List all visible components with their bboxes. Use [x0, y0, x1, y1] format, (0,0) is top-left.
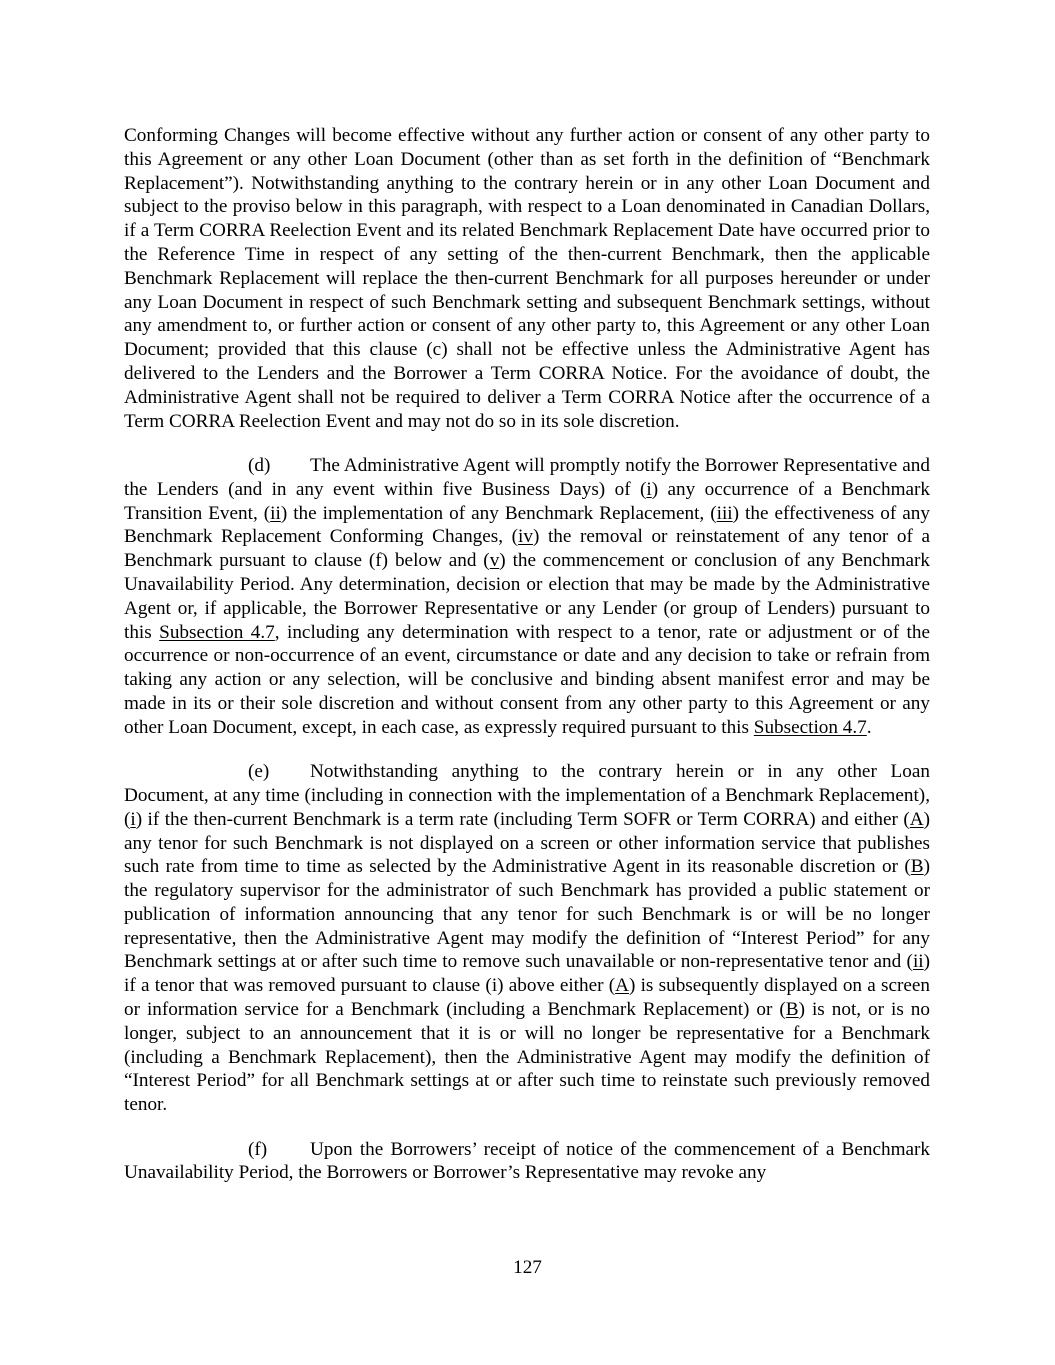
text-segment: Notwithstanding anything to the contrary herein or in any other Loan Document, at any time (including in connection with the implementation of a Benchmark Replacement), (: [124, 761, 930, 830]
text-segment: Upon the Borrowers’ receipt of notice of the commencement of a Benchmark Unavailability Period, the Borrowers or Borrower’s Representative may revoke any: [124, 1138, 930, 1184]
roman-marker: i: [646, 478, 652, 500]
paragraph-e: [124, 760, 930, 1117]
text-segment: ) the implementation of any Benchmark Replacement, (: [280, 502, 717, 524]
text-segment: ) the removal or reinstatement of any tenor of a Benchmark pursuant to clause (f) below and (: [124, 526, 930, 572]
text-segment: ) the commencement or conclusion of any Benchmark Unavailability Period. Any determination, decision or election that may be made by the Administrative Agent or, if applicable, the Borrower Representative or any Lender (or group of Lenders) pursuant to this: [124, 550, 930, 643]
clause-label-d: (d): [248, 454, 271, 476]
letter-marker: A: [615, 975, 629, 997]
roman-marker: iii: [716, 502, 733, 524]
letter-marker: B: [785, 999, 799, 1021]
letter-marker: A: [909, 808, 924, 830]
text-segment: ) if the then-current Benchmark is a term rate (including Term SOFR or Term CORRA) and either (: [135, 808, 910, 830]
text-segment: ) if a tenor that was removed pursuant to clause (i) above either (: [124, 951, 930, 997]
document-page: [124, 124, 930, 1185]
paragraph-c-continuation: Conforming Changes will become effective without any further action or consent of any other party to this Agreement or any other Loan Document (other than as set forth in the definition of “Benchmark Replacement”). Notwithstanding anything to the contrary herein or in any other Loan Document and subject to the proviso below in this paragraph, with respect to a Loan denominated in Canadian Dollars, if a Term CORRA Reelection Event and its related Benchmark Replacement Date have occurred prior to the Reference Time in respect of any setting of the then-current Benchmark, then the applicable Benchmark Replacement will replace the then-current Benchmark for all purposes hereunder or under any Loan Document in respect of such Benchmark setting and subsequent Benchmark settings, without any amendment to, or further action or consent of any other party to, this Agreement or any other Loan Document; provided that this clause (c) shall not be effective unless the Administrative Agent has delivered to the Lenders and the Borrower a Term CORRA Notice. For the avoidance of doubt, the Administrative Agent shall not be required to deliver a Term CORRA Notice after the occurrence of a Term CORRA Reelection Event and may not do so in its sole discretion.: [124, 125, 930, 432]
text-segment: ) any occurrence of a Benchmark Transition Event, (: [124, 478, 930, 524]
roman-marker: ii: [270, 502, 281, 524]
letter-marker: B: [910, 856, 924, 878]
clause-label-f: (f): [248, 1138, 268, 1160]
text-segment: .: [866, 716, 872, 738]
text-segment: The Administrative Agent will promptly notify the Borrower Representative and the Lenders (and in any event within five Business Days) of (: [124, 454, 930, 500]
text-segment: , including any determination with respect to a tenor, rate or adjustment or of the occurrence or non-occurrence of an event, circumstance or date and any decision to take or refrain from taking any action or any selection, will be conclusive and binding absent manifest error and may be made in its or their sole discretion and without consent from any other party to this Agreement or any other Loan Document, except, in each case, as expressly required pursuant to this: [124, 621, 930, 738]
text-segment: ) any tenor for such Benchmark is not displayed on a screen or other information service that publishes such rate from time to time as selected by the Administrative Agent in its reasonable discretion or (: [124, 808, 930, 878]
roman-marker: i: [130, 808, 136, 830]
text-segment: ) is not, or is no longer, subject to an announcement that it is or will no longer be representative for a Benchmark (including a Benchmark Replacement), then the Administrative Agent may modify the definition of “Interest Period” for all Benchmark settings at or after such time to reinstate such previously removed tenor.: [124, 999, 930, 1116]
text-segment: ) is subsequently displayed on a screen or information service for a Benchmark (including a Benchmark Replacement) or (: [124, 975, 930, 1021]
paragraph-f: [124, 1138, 930, 1186]
roman-marker: ii: [912, 951, 924, 973]
roman-marker: v: [489, 550, 500, 572]
subsection-reference: Subsection 4.7: [159, 621, 275, 643]
roman-marker: iv: [518, 526, 533, 548]
text-segment: ) the effectiveness of any Benchmark Replacement Conforming Changes, (: [124, 502, 930, 548]
text-segment: ) the regulatory supervisor for the administrator of such Benchmark has provided a public statement or publication of information announcing that any tenor for such Benchmark is or will be no longer representative, then the Administrative Agent may modify the definition of “Interest Period” for any Benchmark settings at or after such time to remove such unavailable or non-representative tenor and (: [124, 856, 930, 973]
page-number: 127: [513, 1257, 542, 1278]
clause-label-e: (e): [248, 761, 270, 783]
paragraph-d: [124, 454, 930, 740]
subsection-reference: Subsection 4.7: [753, 716, 867, 738]
